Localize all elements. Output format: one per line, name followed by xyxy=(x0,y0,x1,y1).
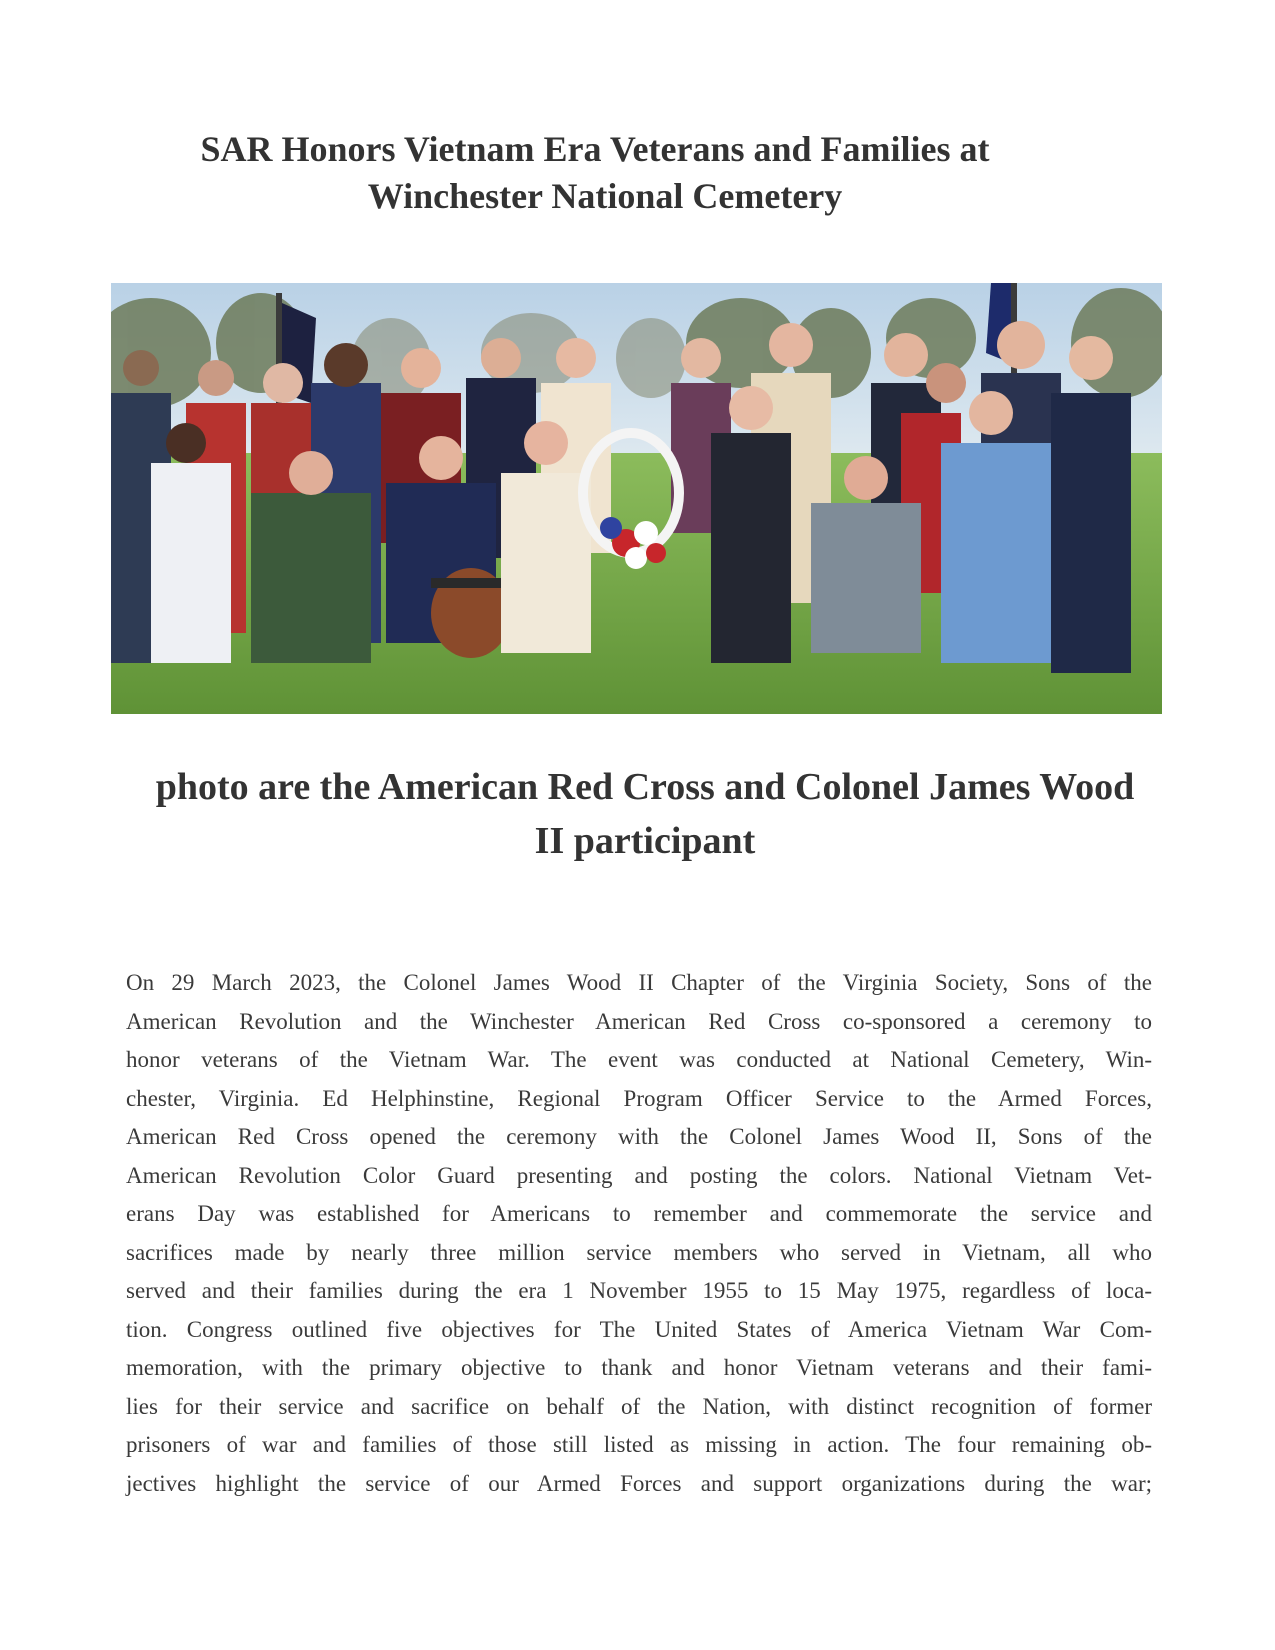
body-line: chester, Virginia. Ed Helphinstine, Regional Program Officer Service to the Armed Forces, xyxy=(126,1085,1152,1111)
body-line: lies for their service and sacrifice on behalf of the Nation, with distinct recognition of former xyxy=(126,1393,1152,1419)
body-line: On 29 March 2023, the Colonel James Wood II Chapter of the Virginia Society, Sons of the xyxy=(126,970,1152,995)
article-title-line-1: SAR Honors Vietnam Era Veterans and Families at xyxy=(200,129,990,169)
article-body xyxy=(126,964,1152,1503)
body-line: memoration, with the primary objective to thank and honor Vietnam veterans and their fami- xyxy=(126,1355,1152,1380)
body-line: American Revolution and the Winchester American Red Cross co-sponsored a ceremony to xyxy=(126,1008,1152,1034)
article-title xyxy=(0,126,1275,220)
photo-caption xyxy=(120,760,1170,868)
body-line: American Red Cross opened the ceremony with the Colonel James Wood II, Sons of the xyxy=(126,1124,1152,1149)
body-line: sacrifices made by nearly three million service members who served in Vietnam, all who xyxy=(126,1239,1152,1265)
body-line: jectives highlight the service of our Armed Forces and support organizations during the war; xyxy=(126,1470,1152,1496)
body-line: erans Day was established for Americans to remember and commemorate the service and xyxy=(126,1201,1152,1226)
body-line: served and their families during the era 1 November 1955 to 15 May 1975, regardless of loca- xyxy=(126,1278,1152,1303)
body-line: prisoners of war and families of those still listed as missing in action. The four remaining ob- xyxy=(126,1432,1152,1457)
article-title-line-2: Winchester National Cemetery xyxy=(367,176,843,216)
group-photo xyxy=(111,283,1162,714)
body-line: tion. Congress outlined five objectives for The United States of America Vietnam War Com- xyxy=(126,1316,1152,1342)
body-line: American Revolution Color Guard presenting and posting the colors. National Vietnam Vet- xyxy=(126,1162,1152,1188)
body-line: honor veterans of the Vietnam War. The event was conducted at National Cemetery, Win- xyxy=(126,1047,1152,1072)
photo-caption-line-1: photo are the American Red Cross and Colonel James Wood xyxy=(155,766,1135,808)
photo-caption-line-2: II participant xyxy=(534,820,756,862)
